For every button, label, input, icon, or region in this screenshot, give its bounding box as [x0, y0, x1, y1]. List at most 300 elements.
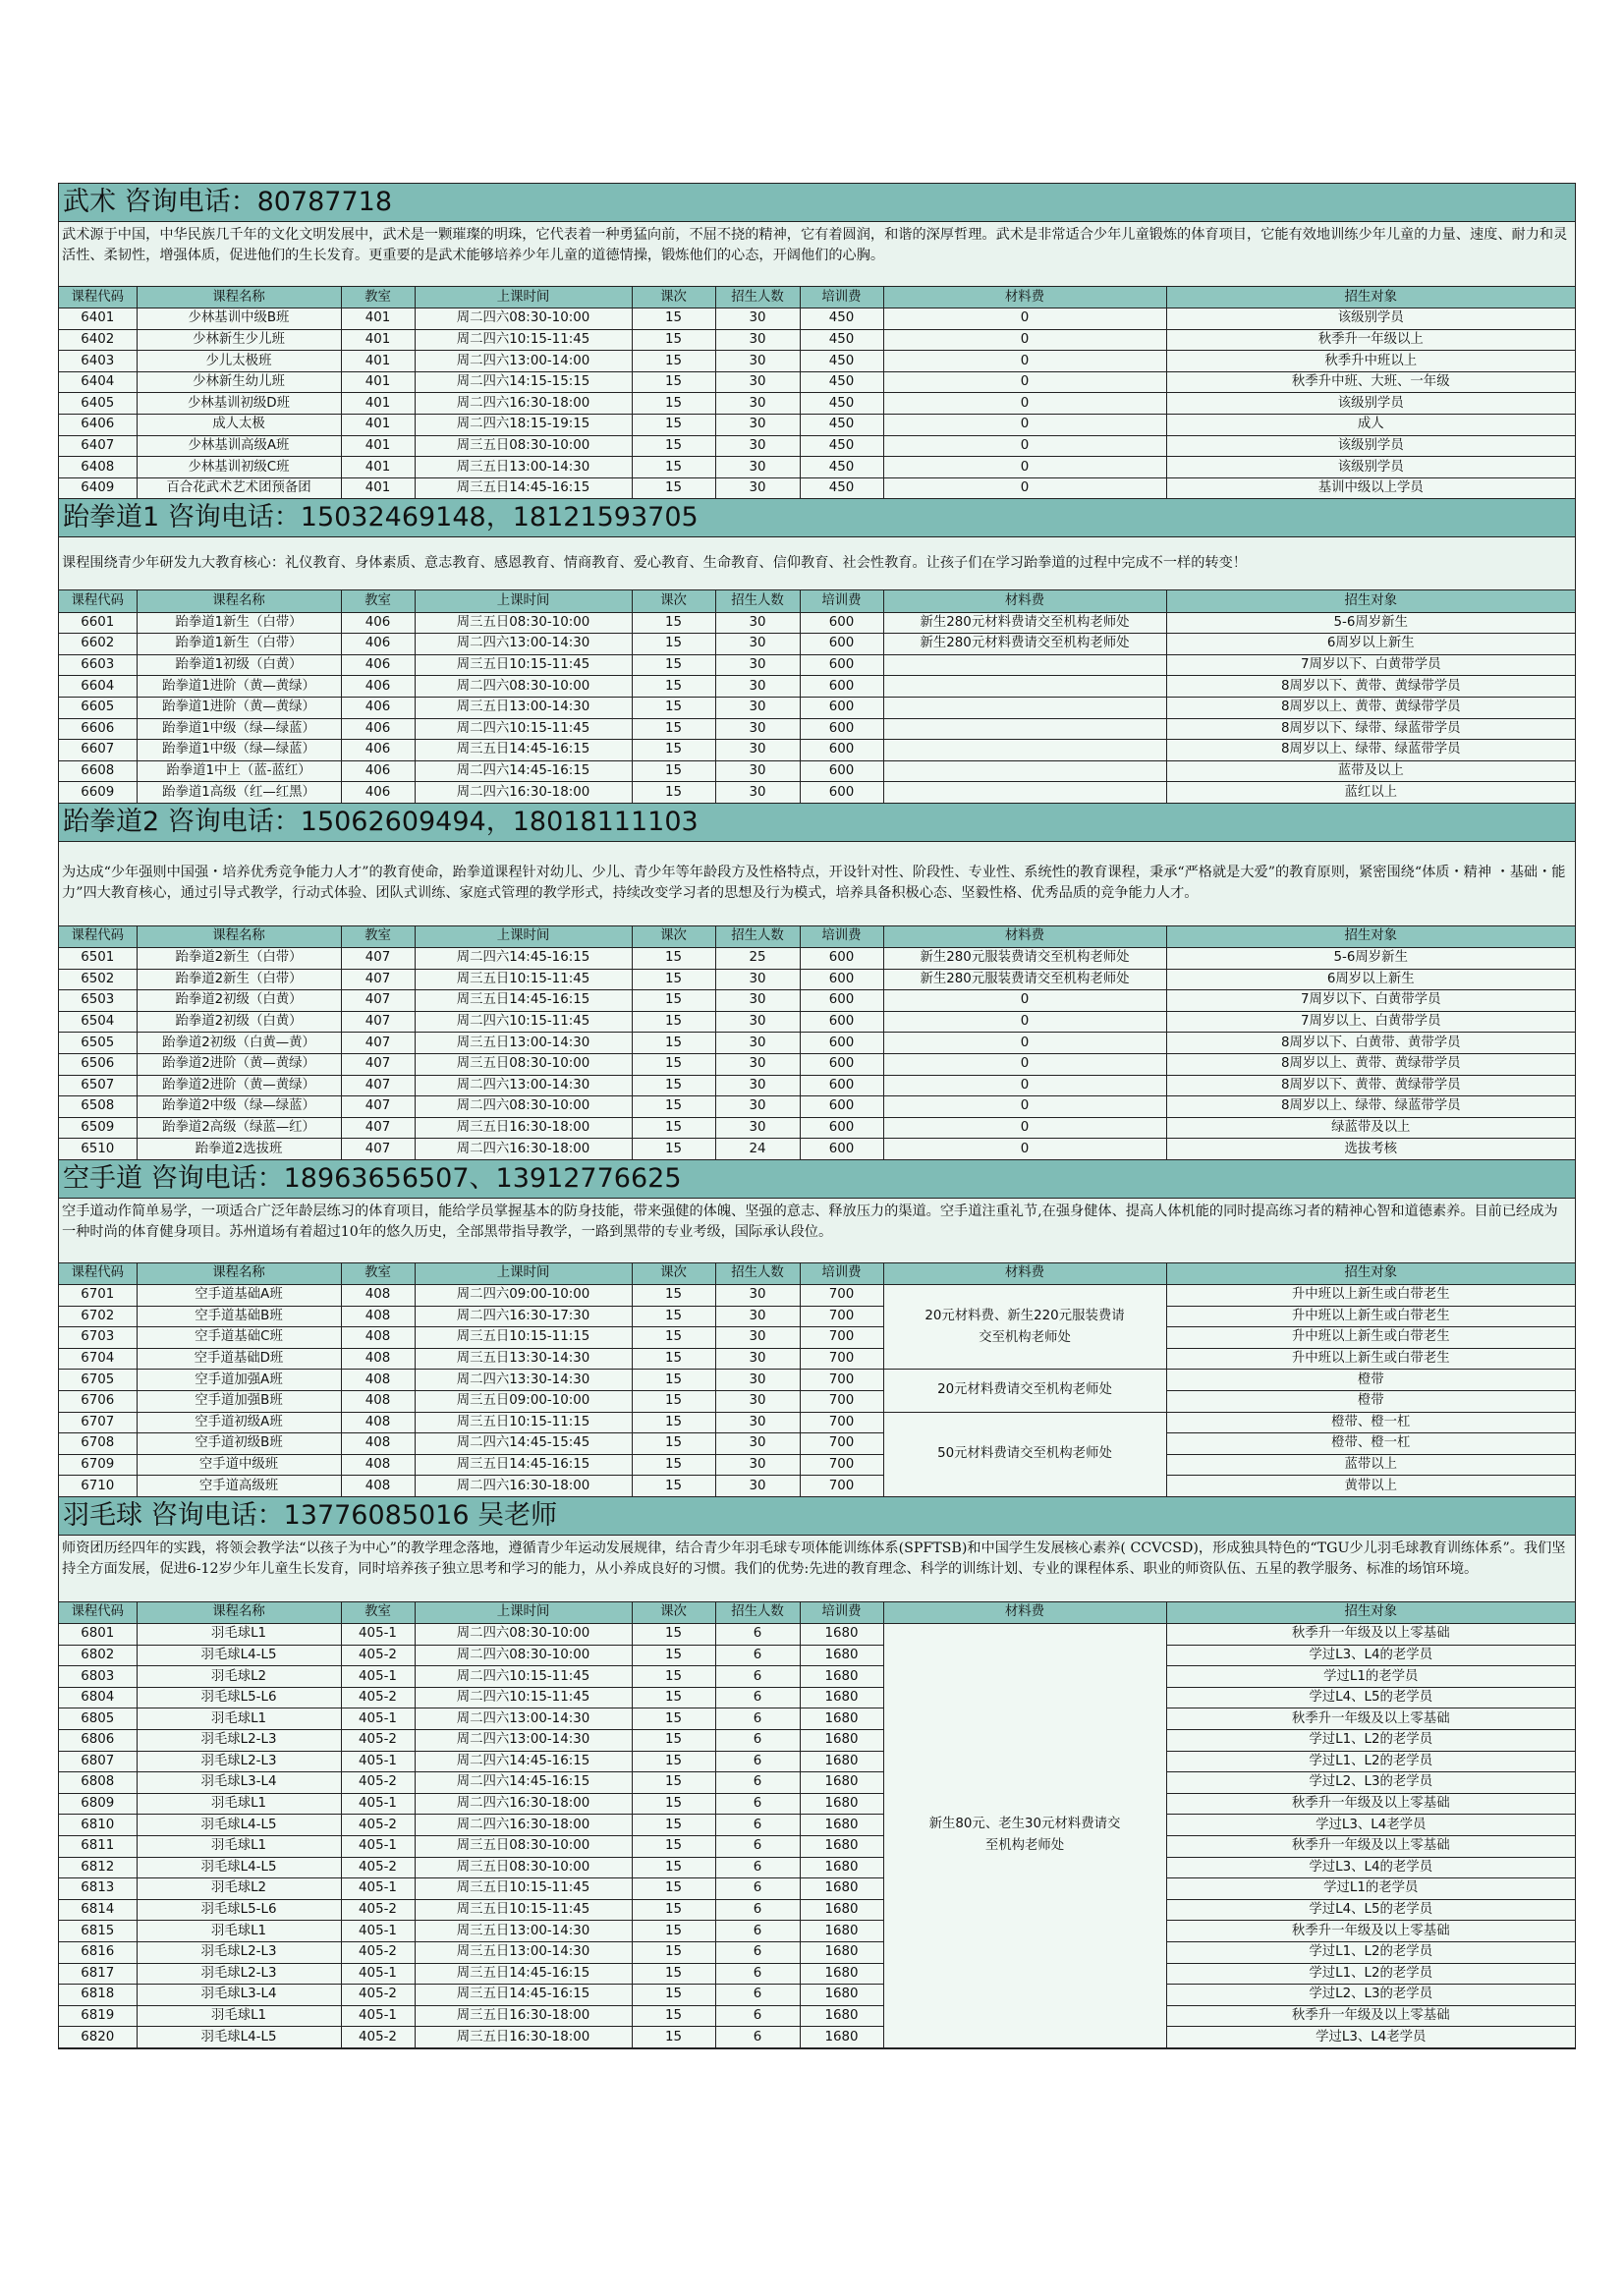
table-cell: 学过L2、L3的老学员: [1166, 1985, 1575, 2006]
table-cell: 6: [715, 1687, 800, 1708]
table-cell: 15: [632, 1666, 715, 1688]
table-cell: 30: [715, 760, 800, 782]
table-cell: 401: [341, 371, 415, 393]
table-cell: 跆拳道2初级（白黄）: [137, 1011, 341, 1033]
table-cell: 6: [715, 1878, 800, 1900]
table-header-row: [59, 590, 1575, 612]
table-cell: 周三五日14:45-16:15: [415, 1454, 632, 1476]
table-cell: 600: [800, 782, 883, 804]
table-cell: 1680: [800, 1878, 883, 1900]
column-header: 课程名称: [137, 1263, 341, 1285]
table-cell: 基训中级以上学员: [1166, 477, 1575, 499]
table-cell: 401: [341, 457, 415, 478]
column-header: 教室: [341, 926, 415, 948]
table-cell: 羽毛球L4-L5: [137, 1645, 341, 1666]
table-cell: 6606: [59, 718, 137, 740]
table-cell: 405-1: [341, 1963, 415, 1985]
table-cell: 空手道中级班: [137, 1454, 341, 1476]
column-header: 教室: [341, 287, 415, 308]
table-cell: 450: [800, 435, 883, 457]
column-header: 材料费: [883, 287, 1166, 308]
table-cell: 空手道基础A班: [137, 1285, 341, 1307]
table-cell: 450: [800, 457, 883, 478]
table-cell: 15: [632, 718, 715, 740]
table-cell: 15: [632, 1033, 715, 1054]
course-section: [59, 804, 1575, 1160]
table-cell: 401: [341, 308, 415, 330]
table-cell: 秋季升一年级及以上零基础: [1166, 1793, 1575, 1815]
table-row: [59, 634, 1575, 655]
table-cell: 升中班以上新生或白带老生: [1166, 1327, 1575, 1349]
table-cell: 周二四六08:30-10:00: [415, 1624, 632, 1646]
table-cell: 1680: [800, 1751, 883, 1772]
table-cell: 0: [883, 371, 1166, 393]
column-header: 课次: [632, 1263, 715, 1285]
column-header: 教室: [341, 1602, 415, 1624]
table-cell: 跆拳道1高级（红—红黑）: [137, 782, 341, 804]
table-cell: 6815: [59, 1921, 137, 1942]
table-cell: 羽毛球L4-L5: [137, 1857, 341, 1878]
table-cell: 30: [715, 676, 800, 698]
table-cell: 408: [341, 1433, 415, 1455]
table-cell: 6504: [59, 1011, 137, 1033]
table-row: [59, 1390, 1575, 1412]
table-row: [59, 947, 1575, 969]
table-cell: 1680: [800, 1772, 883, 1794]
column-header: 课程代码: [59, 287, 137, 308]
table-cell: 跆拳道2进阶（黄—黄绿）: [137, 1075, 341, 1096]
table-cell: 6: [715, 1772, 800, 1794]
table-cell: 少林基训初级C班: [137, 457, 341, 478]
table-cell: 450: [800, 393, 883, 415]
table-cell: 周三五日14:45-16:15: [415, 990, 632, 1012]
table-header-row: [59, 1263, 1575, 1285]
table-cell: 6403: [59, 351, 137, 372]
table-cell: 6812: [59, 1857, 137, 1878]
table-cell: 周二四六16:30-18:00: [415, 1476, 632, 1497]
table-row: [59, 415, 1575, 436]
table-cell: 6509: [59, 1117, 137, 1139]
table-cell: 1680: [800, 1985, 883, 2006]
table-cell: 6702: [59, 1306, 137, 1327]
column-header: 培训费: [800, 590, 883, 612]
column-header: 材料费: [883, 926, 1166, 948]
table-cell: 周二四六10:15-11:45: [415, 1011, 632, 1033]
table-cell: [883, 654, 1166, 676]
table-cell: 6607: [59, 740, 137, 761]
table-cell: 学过L4、L5的老学员: [1166, 1899, 1575, 1921]
table-cell: 少林新生幼儿班: [137, 371, 341, 393]
table-cell: 700: [800, 1433, 883, 1455]
table-cell: 新生280元材料费请交至机构老师处: [883, 634, 1166, 655]
table-cell: 405-2: [341, 1645, 415, 1666]
table-cell: 8周岁以上、绿带、绿蓝带学员: [1166, 1096, 1575, 1118]
table-cell: 700: [800, 1454, 883, 1476]
table-cell: 30: [715, 1306, 800, 1327]
table-cell: 15: [632, 634, 715, 655]
table-cell: 600: [800, 760, 883, 782]
table-cell: 15: [632, 2005, 715, 2027]
table-row: [59, 1033, 1575, 1054]
table-row: [59, 1117, 1575, 1139]
table-row: [59, 2005, 1575, 2027]
table-cell: 学过L2、L3的老学员: [1166, 1772, 1575, 1794]
column-header: 材料费: [883, 590, 1166, 612]
table-cell: 橙带、橙一杠: [1166, 1433, 1575, 1455]
column-header: 课程名称: [137, 287, 341, 308]
table-cell: 15: [632, 676, 715, 698]
table-cell: 30: [715, 1476, 800, 1497]
table-cell: 羽毛球L1: [137, 1624, 341, 1646]
table-cell: 橙带: [1166, 1370, 1575, 1391]
table-cell: 周二四六13:00-14:30: [415, 1730, 632, 1752]
table-cell: [883, 782, 1166, 804]
table-row: [59, 782, 1575, 804]
table-cell: 15: [632, 1941, 715, 1963]
table-row: [59, 1772, 1575, 1794]
column-header: 招生对象: [1166, 1263, 1575, 1285]
table-cell: 空手道加强B班: [137, 1390, 341, 1412]
table-cell: 5-6周岁新生: [1166, 612, 1575, 634]
table-cell: 700: [800, 1306, 883, 1327]
table-cell: 700: [800, 1390, 883, 1412]
table-cell: 周二四六16:30-18:00: [415, 393, 632, 415]
table-row: [59, 2027, 1575, 2048]
table-cell: 跆拳道2新生（白带）: [137, 969, 341, 990]
table-cell: 30: [715, 1348, 800, 1370]
table-cell: 408: [341, 1454, 415, 1476]
table-cell: 秋季升一年级及以上零基础: [1166, 2005, 1575, 2027]
table-cell: 0: [883, 1075, 1166, 1096]
table-cell: 405-2: [341, 1815, 415, 1836]
table-cell: 6603: [59, 654, 137, 676]
table-row: [59, 1476, 1575, 1497]
table-cell: 6401: [59, 308, 137, 330]
table-cell: 8周岁以上、黄带、黄绿带学员: [1166, 697, 1575, 718]
table-cell: 30: [715, 308, 800, 330]
table-cell: 跆拳道1中级（绿—绿蓝）: [137, 718, 341, 740]
table-cell: 学过L3、L4老学员: [1166, 2027, 1575, 2048]
column-header: 课程名称: [137, 1602, 341, 1624]
table-cell: 少林基训中级B班: [137, 308, 341, 330]
table-row: [59, 1878, 1575, 1900]
table-cell: 周二四六14:45-15:45: [415, 1433, 632, 1455]
table-cell: 学过L3、L4的老学员: [1166, 1645, 1575, 1666]
section-intro: [59, 222, 1575, 287]
table-cell: 6602: [59, 634, 137, 655]
course-section: [59, 499, 1575, 803]
table-cell: 周二四六08:30-10:00: [415, 676, 632, 698]
table-cell: 700: [800, 1348, 883, 1370]
table-cell: 405-1: [341, 1708, 415, 1730]
column-header: 招生人数: [715, 1263, 800, 1285]
table-cell: 6819: [59, 2005, 137, 2027]
table-cell: 1680: [800, 1793, 883, 1815]
table-cell: 6: [715, 1730, 800, 1752]
table-cell: 6: [715, 1921, 800, 1942]
table-cell: 1680: [800, 1708, 883, 1730]
table-cell: 橙带: [1166, 1390, 1575, 1412]
table-cell: 5-6周岁新生: [1166, 947, 1575, 969]
table-cell: 周三五日13:30-14:30: [415, 1348, 632, 1370]
table-cell: 6: [715, 1835, 800, 1857]
table-cell: 30: [715, 477, 800, 499]
table-header-row: [59, 1602, 1575, 1624]
table-cell: 15: [632, 1708, 715, 1730]
table-row: [59, 1857, 1575, 1878]
table-cell: 600: [800, 676, 883, 698]
table-cell: 周二四六10:15-11:45: [415, 1687, 632, 1708]
table-cell: 羽毛球L5-L6: [137, 1687, 341, 1708]
table-cell: 周三五日09:00-10:00: [415, 1390, 632, 1412]
section-title: 羽毛球 咨询电话：13776085016 吴老师: [59, 1497, 1575, 1536]
table-cell: 6816: [59, 1941, 137, 1963]
course-table: [59, 926, 1575, 1160]
table-cell: 30: [715, 1053, 800, 1075]
table-cell: 6708: [59, 1433, 137, 1455]
table-cell: 1680: [800, 1921, 883, 1942]
table-cell: 6周岁以上新生: [1166, 634, 1575, 655]
table-cell: 30: [715, 393, 800, 415]
table-cell: 15: [632, 1053, 715, 1075]
table-cell: 学过L1、L2的老学员: [1166, 1963, 1575, 1985]
section-intro-text: 课程围绕青少年研发九大教育核心：礼仪教育、身体素质、意志教育、感恩教育、情商教育、爱心教育、生命教育、信仰教育、社会性教育。让孩子们在学习跆拳道的过程中完成不一样的转变！: [62, 554, 1247, 571]
table-cell: 周三五日10:15-11:45: [415, 654, 632, 676]
table-cell: 少林基训初级D班: [137, 393, 341, 415]
table-row: [59, 612, 1575, 634]
table-cell: 6508: [59, 1096, 137, 1118]
column-header: 课程名称: [137, 590, 341, 612]
table-cell: 6405: [59, 393, 137, 415]
table-cell: 600: [800, 654, 883, 676]
section-title: 跆拳道2 咨询电话：15062609494，18018111103: [59, 804, 1575, 842]
table-row: [59, 1645, 1575, 1666]
column-header: 上课时间: [415, 1602, 632, 1624]
table-cell: 0: [883, 393, 1166, 415]
table-cell: 405-1: [341, 1835, 415, 1857]
table-cell: 6: [715, 1815, 800, 1836]
table-cell: 15: [632, 1139, 715, 1160]
table-cell: 6周岁以上新生: [1166, 969, 1575, 990]
table-cell: 15: [632, 1433, 715, 1455]
material-fee-cell: 50元材料费请交至机构老师处: [883, 1412, 1166, 1496]
table-cell: 15: [632, 1370, 715, 1391]
table-cell: 羽毛球L2-L3: [137, 1730, 341, 1752]
table-cell: 学过L1的老学员: [1166, 1878, 1575, 1900]
table-row: [59, 1921, 1575, 1942]
table-cell: 1680: [800, 1624, 883, 1646]
table-cell: 跆拳道1新生（白带）: [137, 612, 341, 634]
table-cell: 15: [632, 1285, 715, 1307]
table-row: [59, 990, 1575, 1012]
table-cell: 407: [341, 947, 415, 969]
table-cell: 15: [632, 1878, 715, 1900]
table-cell: 401: [341, 415, 415, 436]
table-row: [59, 1624, 1575, 1646]
table-row: [59, 351, 1575, 372]
table-cell: 15: [632, 393, 715, 415]
table-cell: 羽毛球L1: [137, 1708, 341, 1730]
column-header: 招生对象: [1166, 590, 1575, 612]
table-cell: 30: [715, 782, 800, 804]
table-cell: 跆拳道1中级（绿—绿蓝）: [137, 740, 341, 761]
table-cell: 15: [632, 1390, 715, 1412]
table-cell: 406: [341, 654, 415, 676]
table-cell: 30: [715, 718, 800, 740]
table-cell: 该级别学员: [1166, 393, 1575, 415]
table-cell: 6810: [59, 1815, 137, 1836]
table-row: [59, 1454, 1575, 1476]
table-row: [59, 457, 1575, 478]
table-cell: 700: [800, 1476, 883, 1497]
table-cell: 1680: [800, 1835, 883, 1857]
table-cell: 15: [632, 1117, 715, 1139]
table-cell: 秋季升一年级及以上零基础: [1166, 1835, 1575, 1857]
table-cell: 周二四六16:30-18:00: [415, 782, 632, 804]
table-cell: 6: [715, 1857, 800, 1878]
table-cell: 15: [632, 1306, 715, 1327]
table-row: [59, 1053, 1575, 1075]
section-intro-text: 师资团历经四年的实践，将领会教学法“以孩子为中心”的教学理念落地，遵循青少年运动发展规律，结合青少年羽毛球专项体能训练体系(SPFTSB)和中国学生发展核心素养( CCVCSD)，形成独具特色的“TGU少儿羽毛球教育训练体系”。我们坚持全方面发展，促进6-12岁少年儿童生长发育，同时培养孩子独立思考和学习的能力，从小养成良好的习惯。我们的优势:先进的教育理念、科学的训练计划、专业的课程体系、职业的师资队伍、五星的教学服务、标准的场馆环境。: [62, 1540, 1566, 1577]
table-row: [59, 676, 1575, 698]
table-cell: 450: [800, 329, 883, 351]
section-intro: [59, 842, 1575, 926]
table-cell: 7周岁以下、白黄带学员: [1166, 990, 1575, 1012]
column-header: 课程名称: [137, 926, 341, 948]
table-cell: 401: [341, 435, 415, 457]
table-cell: 30: [715, 1433, 800, 1455]
table-cell: 羽毛球L1: [137, 1921, 341, 1942]
table-cell: 周三五日14:45-16:15: [415, 1963, 632, 1985]
table-cell: 15: [632, 1835, 715, 1857]
table-cell: 15: [632, 1476, 715, 1497]
table-cell: 羽毛球L3-L4: [137, 1772, 341, 1794]
table-cell: 0: [883, 435, 1166, 457]
table-row: [59, 308, 1575, 330]
table-cell: 6501: [59, 947, 137, 969]
table-cell: 406: [341, 634, 415, 655]
table-cell: 7周岁以下、白黄带学员: [1166, 654, 1575, 676]
table-cell: 羽毛球L2-L3: [137, 1751, 341, 1772]
table-cell: 周三五日13:00-14:30: [415, 1921, 632, 1942]
table-cell: 408: [341, 1327, 415, 1349]
table-cell: 30: [715, 990, 800, 1012]
table-cell: 蓝带及以上: [1166, 760, 1575, 782]
section-intro: [59, 1536, 1575, 1602]
table-cell: 15: [632, 1687, 715, 1708]
table-cell: 30: [715, 371, 800, 393]
table-cell: 周二四六18:15-19:15: [415, 415, 632, 436]
table-cell: 少林新生少儿班: [137, 329, 341, 351]
table-cell: 15: [632, 697, 715, 718]
table-cell: 30: [715, 1011, 800, 1033]
table-cell: 15: [632, 1348, 715, 1370]
table-cell: 该级别学员: [1166, 435, 1575, 457]
table-cell: 700: [800, 1285, 883, 1307]
table-cell: 6502: [59, 969, 137, 990]
table-cell: 选拔考核: [1166, 1139, 1575, 1160]
table-cell: 跆拳道2初级（白黄）: [137, 990, 341, 1012]
table-cell: 407: [341, 969, 415, 990]
table-cell: 15: [632, 947, 715, 969]
table-cell: 周二四六16:30-18:00: [415, 1815, 632, 1836]
table-cell: 羽毛球L1: [137, 1835, 341, 1857]
table-cell: 450: [800, 351, 883, 372]
table-cell: 1680: [800, 1815, 883, 1836]
table-cell: 0: [883, 1139, 1166, 1160]
table-row: [59, 1096, 1575, 1118]
table-cell: 新生280元服装费请交至机构老师处: [883, 947, 1166, 969]
table-cell: 黄带以上: [1166, 1476, 1575, 1497]
table-cell: 周三五日08:30-10:00: [415, 612, 632, 634]
table-cell: 600: [800, 1096, 883, 1118]
table-cell: 6: [715, 2005, 800, 2027]
table-cell: 6: [715, 1963, 800, 1985]
table-cell: 羽毛球L2: [137, 1878, 341, 1900]
column-header: 招生人数: [715, 1602, 800, 1624]
table-cell: 6503: [59, 990, 137, 1012]
table-cell: 15: [632, 415, 715, 436]
table-cell: 6: [715, 1985, 800, 2006]
table-cell: 15: [632, 1412, 715, 1433]
table-cell: 6505: [59, 1033, 137, 1054]
table-cell: 405-1: [341, 1793, 415, 1815]
table-row: [59, 1011, 1575, 1033]
table-cell: 406: [341, 612, 415, 634]
table-cell: 401: [341, 477, 415, 499]
table-row: [59, 1433, 1575, 1455]
table-cell: 408: [341, 1306, 415, 1327]
table-row: [59, 477, 1575, 499]
table-cell: 学过L4、L5的老学员: [1166, 1687, 1575, 1708]
table-cell: 15: [632, 1645, 715, 1666]
table-cell: 408: [341, 1412, 415, 1433]
column-header: 招生对象: [1166, 1602, 1575, 1624]
table-cell: 30: [715, 1096, 800, 1118]
table-cell: 新生280元材料费请交至机构老师处: [883, 612, 1166, 634]
course-section: [59, 184, 1575, 499]
table-cell: 成人太极: [137, 415, 341, 436]
column-header: 招生对象: [1166, 926, 1575, 948]
table-row: [59, 760, 1575, 782]
table-cell: 6818: [59, 1985, 137, 2006]
table-cell: [883, 676, 1166, 698]
table-cell: 学过L3、L4老学员: [1166, 1815, 1575, 1836]
table-cell: 6806: [59, 1730, 137, 1752]
table-cell: 周二四六13:00-14:30: [415, 1075, 632, 1096]
table-cell: 401: [341, 393, 415, 415]
table-cell: 1680: [800, 1963, 883, 1985]
table-cell: 周二四六14:45-16:15: [415, 947, 632, 969]
table-cell: 6604: [59, 676, 137, 698]
table-cell: 蓝带以上: [1166, 1454, 1575, 1476]
table-cell: 6813: [59, 1878, 137, 1900]
table-cell: 30: [715, 351, 800, 372]
table-cell: 周二四六14:45-16:15: [415, 1772, 632, 1794]
table-cell: 401: [341, 351, 415, 372]
table-cell: 700: [800, 1327, 883, 1349]
table-cell: 6407: [59, 435, 137, 457]
table-cell: 30: [715, 457, 800, 478]
table-cell: 408: [341, 1348, 415, 1370]
table-row: [59, 1139, 1575, 1160]
table-row: [59, 1835, 1575, 1857]
column-header: 课程代码: [59, 926, 137, 948]
table-cell: 30: [715, 329, 800, 351]
course-table: [59, 1602, 1575, 2048]
table-cell: 空手道高级班: [137, 1476, 341, 1497]
table-cell: 15: [632, 1793, 715, 1815]
